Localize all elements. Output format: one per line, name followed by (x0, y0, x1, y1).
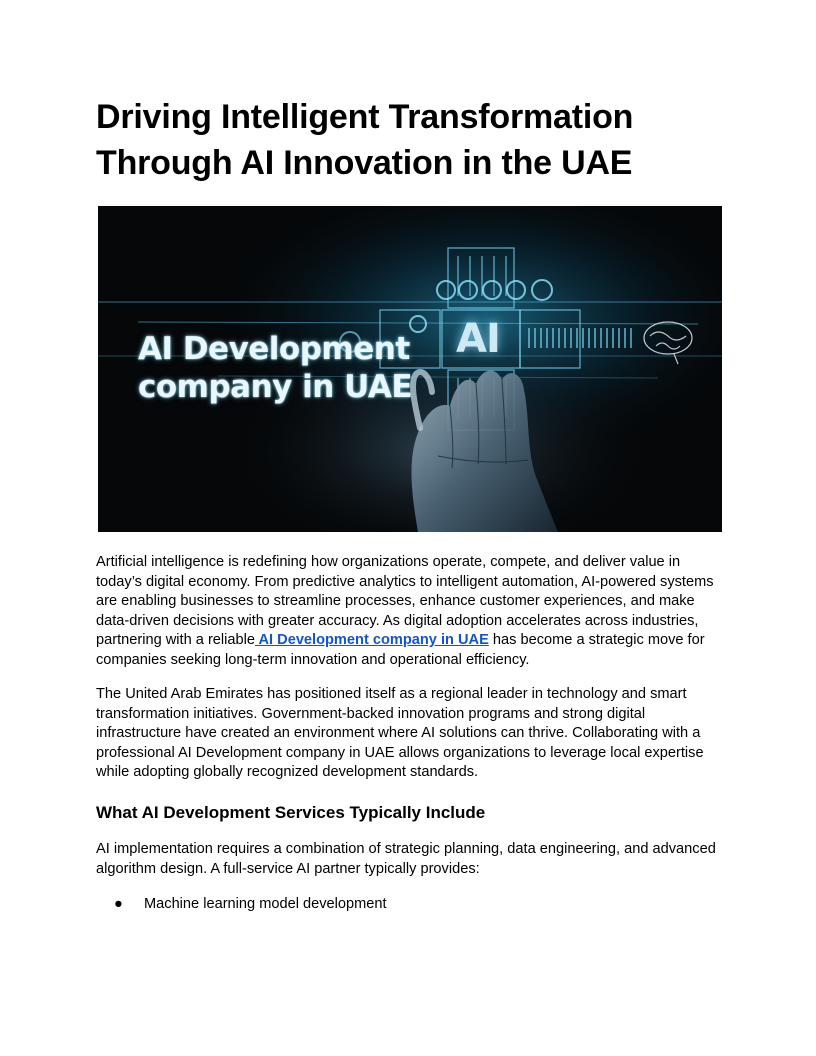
section-heading: What AI Development Services Typically Include (96, 803, 486, 822)
list-item-text: Machine learning model development (144, 896, 387, 912)
hero-image (98, 206, 722, 532)
intro-text-after-link: has become a strategic move for companies seeking long-term innovation and operational efficiency. (96, 632, 705, 668)
hero-headline-line1: AI Development (138, 331, 410, 367)
intro-paragraph (96, 553, 722, 671)
hero-headline-line2: company in UAE (138, 369, 413, 405)
intro-text-before-link: Artificial intelligence is redefining how organizations operate, compete, and deliver value in today’s digital economy. From predictive analytics to intelligent automation, AI-powered systems are enabling businesses to streamline processes, enhance customer experiences, and make data-driven decisions with greater accuracy. As digital adoption accelerates across industries, partnering with a reliable (96, 554, 714, 649)
bullet-icon: ● (114, 896, 123, 912)
hero-ai-chip-label: AI (456, 316, 500, 362)
hero-headline (138, 330, 412, 406)
uae-paragraph: The United Arab Emirates has positioned itself as a regional leader in technology and smart transformation initiatives. Government-backed innovation programs and strong digital infrastructure have created an environment where AI solutions can thrive. Collaborating with a professional AI Development company in UAE allows organizations to leverage local expertise while adopting globally recognized development standards. (96, 686, 704, 781)
page-title: Driving Intelligent Transformation Through AI Innovation in the UAE (96, 98, 634, 182)
services-intro-paragraph: AI implementation requires a combination of strategic planning, data engineering, and advanced algorithm design. A full-service AI partner typically provides: (96, 841, 716, 877)
ai-development-company-link[interactable]: AI Development company in UAE (255, 632, 489, 649)
list-item (96, 895, 387, 915)
services-list (96, 895, 387, 915)
